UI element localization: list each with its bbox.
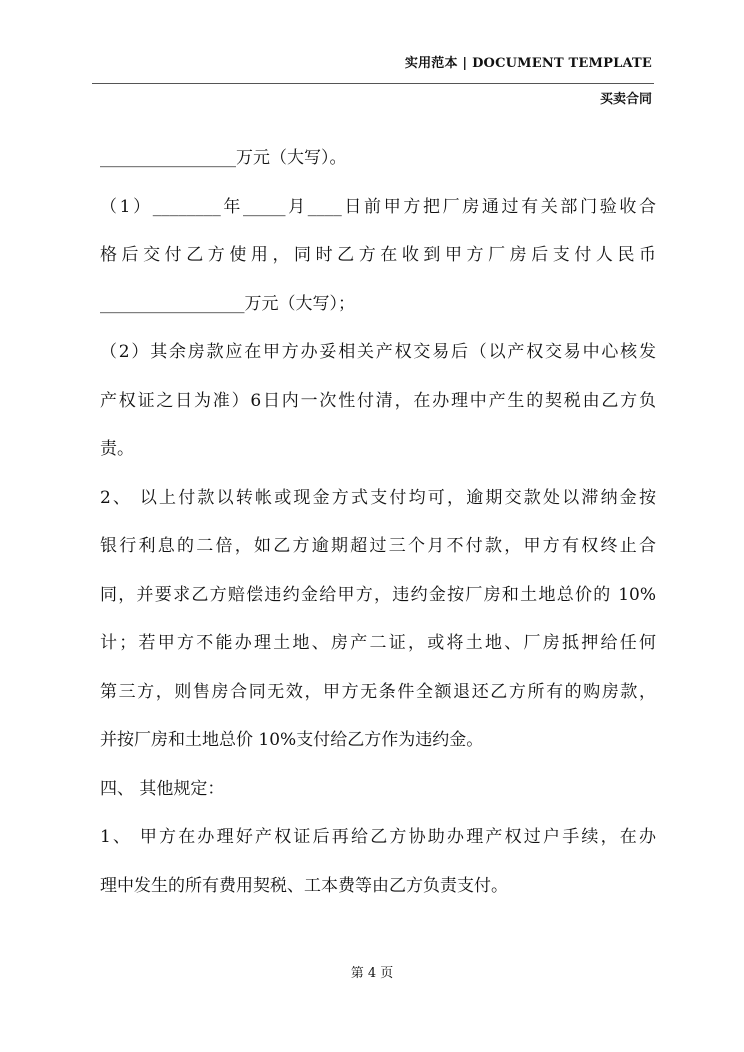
body-line: ________________万元（大写）。 [100,148,347,168]
body-line: 产权证之日为准）6日内一次性付清，在办理中产生的契税由乙方负 [100,390,656,411]
body-line: （1）________年_____月____日前甲方把厂房通过有关部门验收合 [100,196,656,217]
body-line: 银行利息的二倍，如乙方逾期超过三个月不付款，甲方有权终止合 [100,536,656,556]
body-line: 格后交付乙方使用，同时乙方在收到甲方厂房后支付人民币 [100,245,656,265]
body-line: 四、 其他规定： [100,778,225,799]
document-body [100,138,656,914]
body-line: 计；若甲方不能办理土地、房产二证，或将土地、厂房抵押给任何 [100,633,656,653]
body-line: 并按厂房和土地总价 10%支付给乙方作为违约金。 [100,730,484,750]
body-line: 同，并要求乙方赔偿违约金给甲方，违约金按厂房和土地总价的 10% [100,584,656,605]
header-divider [92,83,654,84]
body-line: 第三方，则售房合同无效，甲方无条件全额退还乙方所有的购房款， [100,681,656,702]
body-line: 理中发生的所有费用契税、工本费等由乙方负责支付。 [100,875,508,896]
header-subtitle: 买卖合同 [599,92,652,107]
body-line: 1、 甲方在办理好产权证后再给乙方协助办理产权过户手续，在办 [100,827,656,847]
body-line: （2）其余房款应在甲方办妥相关产权交易后（以产权交易中心核发 [100,342,656,362]
page-number: 第 4 页 [350,966,394,981]
body-line: _________________万元（大写）； [100,293,355,314]
body-line: 责。 [100,439,134,459]
header-title: 实用范本 | DOCUMENT TEMPLATE [404,56,652,71]
body-line: 2、 以上付款以转帐或现金方式支付均可，逾期交款处以滞纳金按 [100,487,656,508]
